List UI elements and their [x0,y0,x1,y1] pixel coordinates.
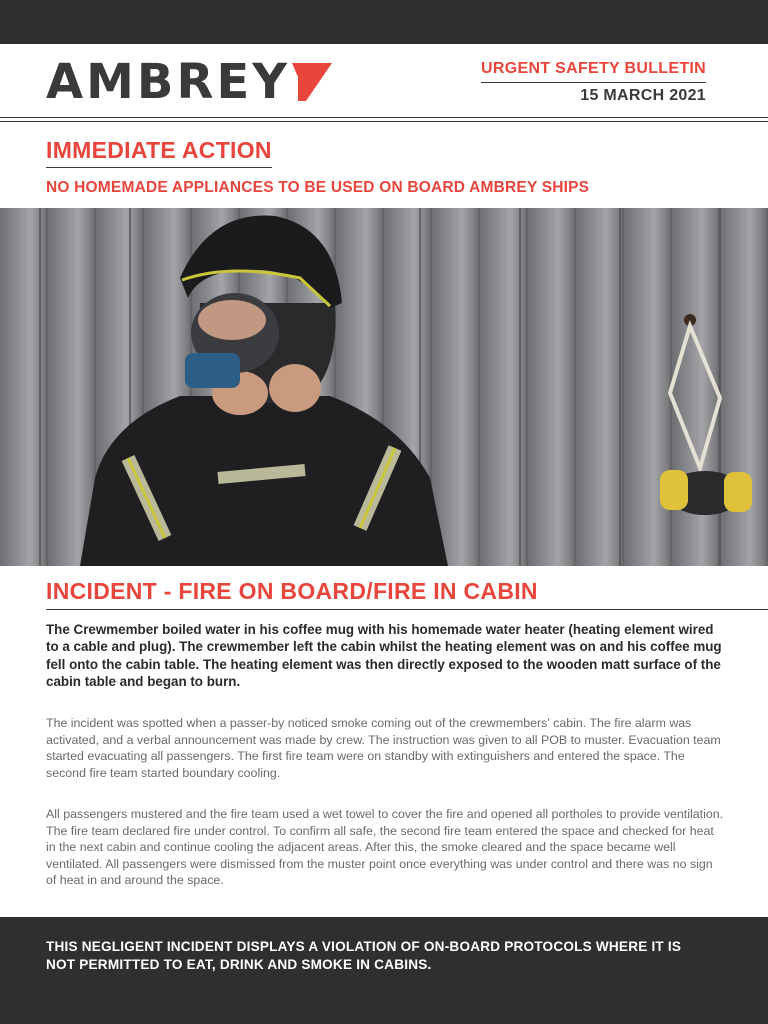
action-subtitle: NO HOMEMADE APPLIANCES TO BE USED ON BOARD AMBREY SHIPS [46,179,590,196]
incident-divider [46,609,768,610]
logo-triangle-icon [292,63,332,101]
incident-lead-paragraph: The Crewmember boiled water in his coffee mug with his homemade water heater (heating element wired to a cable and plug). The crewmember left the cabin whilst the heating element was on and his coffee mug fell onto the cabin table. The heating element was then directly exposed to the wooden matt surface of the cabin table and began to burn. [46,622,722,689]
bulletin-date: 15 MARCH 2021 [580,87,706,104]
firefighter-figure [80,216,448,566]
footer-warning-text: THIS NEGLIGENT INCIDENT DISPLAYS A VIOLATION OF ON-BOARD PROTOCOLS WHERE IT IS NOT PERMITTED TO EAT, DRINK AND SMOKE IN CABINS. [46,939,682,972]
firefighter-photo [0,208,768,566]
header-divider [0,117,768,122]
hanging-mask [660,314,752,515]
top-pattern-band [0,0,768,44]
ambrey-logo [46,56,332,108]
bulletin-header [481,60,706,105]
bulletin-label: URGENT SAFETY BULLETIN [481,60,706,83]
incident-title: INCIDENT - FIRE ON BOARD/FIRE IN CABIN [46,578,538,604]
logo-wordmark: AMBREY [46,54,291,110]
action-title: IMMEDIATE ACTION [46,137,272,168]
incident-paragraph-1: The incident was spotted when a passer-by noticed smoke coming out of the crewmembers' cabin. The fire alarm was activated, and a verbal announcement was made by crew. The instruction was given to all POB to muster. Evacuation team started evacuating all passengers. The first fire team were on standby with extinguishers and entered the space. The second fire team started boundary cooling. [46,716,721,780]
incident-paragraph-2: All passengers mustered and the fire team used a wet towel to cover the fire and opened all portholes to provide ventilation. The fire team declared fire under control. To confirm all safe, the second fire team entered the space and checked for heat in the next cabin and continue cooling the adjacent areas. After this, the smoke cleared and the space became well ventilated. All passengers were dismissed from the muster point once everything was under control and there was no sign of heat in and around the space. [46,807,724,888]
